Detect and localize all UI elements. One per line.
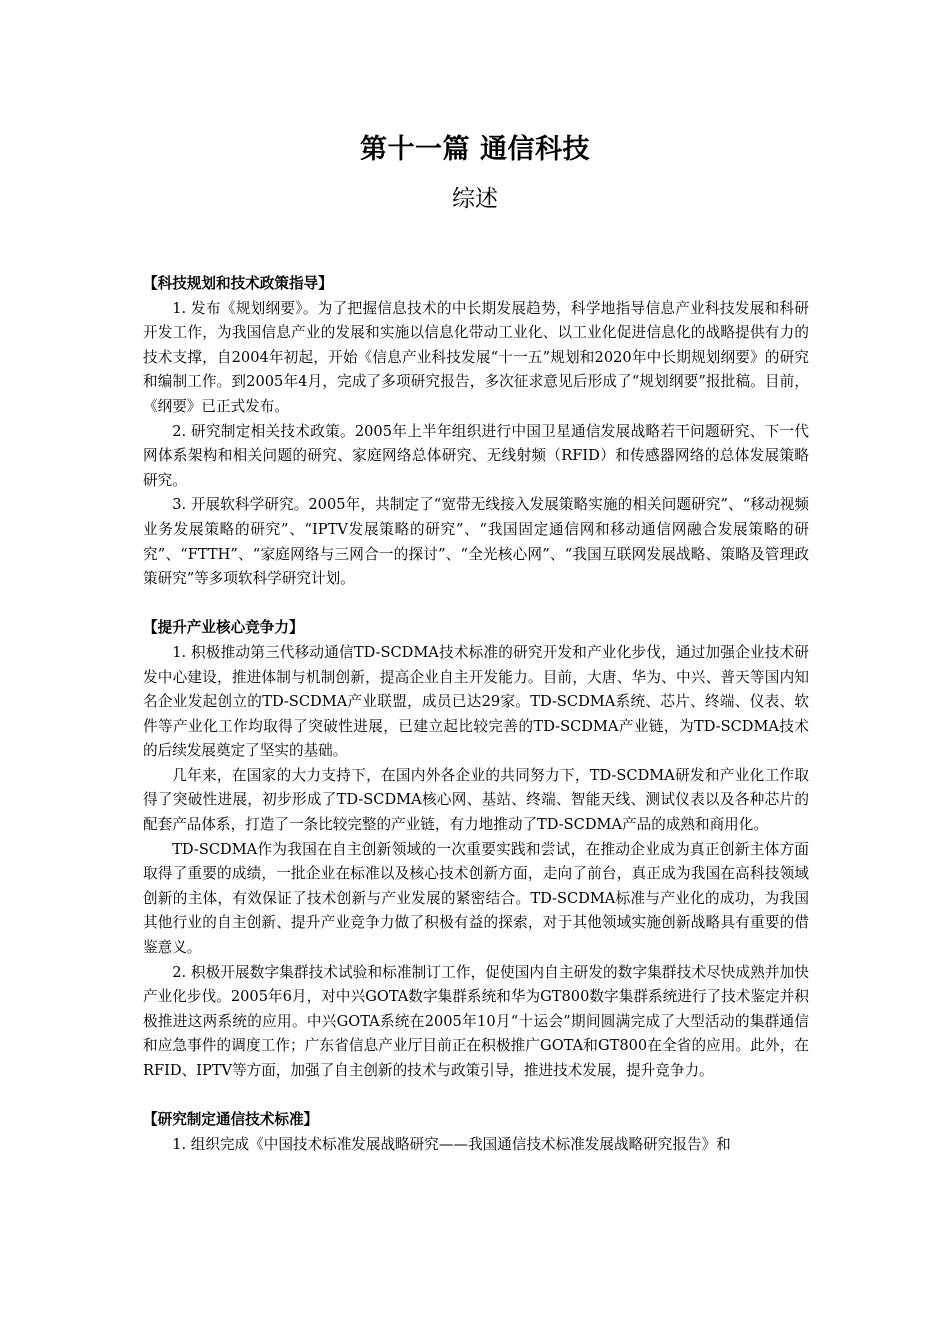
section-planning xyxy=(143,272,809,592)
paragraph: TD-SCDMA作为我国在自主创新领域的一次重要实践和尝试，在推动企业成为真正创新主体方面取得了重要的成绩，一批企业在标准以及核心技术创新方面，走向了前台，真正成为我国在高科技领域创新的主体，有效保证了技术创新与产业发展的紧密结合。TD-SCDMA标准与产业化的成功，为我国其他行业的自主创新、提升产业竞争力做了积极有益的探索，对于其他领域实施创新战略具有重要的借鉴意义。 xyxy=(143,840,809,957)
paragraph: 3. 开展软科学研究。2005年，共制定了“宽带无线接入发展策略实施的相关问题研究”、“移动视频业务发展策略的研究”、“IPTV发展策略的研究”、“我国固定通信网和移动通信网融合发展策略的研究”、“FTTH”、“家庭网络与三网合一的探讨”、“全光核心网”、“我国互联网发展战略、策略及管理政策研究”等多项软科学研究计划。 xyxy=(143,496,809,588)
page-title: 第十一篇 通信科技 xyxy=(360,134,590,165)
paragraph: 2. 研究制定相关技术政策。2005年上半年组织进行中国卫星通信发展战略若干问题研究、下一代网体系架构和相关问题的研究、家庭网络总体研究、无线射频（RFID）和传感器网络的总体发展策略研究。 xyxy=(143,422,809,489)
section-standards xyxy=(143,1108,809,1157)
paragraph: 2. 积极开展数字集群技术试验和标准制订工作，促使国内自主研发的数字集群技术尽快成熟并加快产业化步伐。2005年6月，对中兴GOTA数字集群系统和华为GT800数字集群系统进行了技术鉴定并积极推进这两系统的应用。中兴GOTA系统在2005年10月“十运会”期间圆满完成了大型活动的集群通信和应急事件的调度工作；广东省信息产业厅目前正在积极推广GOTA和GT800在全省的应用。此外，在RFID、IPTV等方面，加强了自主创新的技术与政策引导，推进技术发展，提升竞争力。 xyxy=(143,963,809,1079)
section-heading: 【科技规划和技术政策指导】 xyxy=(143,275,333,292)
section-heading: 【研究制定通信技术标准】 xyxy=(143,1111,319,1129)
paragraph: 几年来，在国家的大力支持下，在国内外各企业的共同努力下，TD-SCDMA研发和产业化工作取得了突破性进展，初步形成了TD-SCDMA核心网、基站、终端、智能天线、测试仪表以及各种芯片的配套产品体系，打造了一条比较完整的产业链，有力地推动了TD-SCDMA产品的成熟和商用化。 xyxy=(143,766,809,834)
section-heading: 【提升产业核心竞争力】 xyxy=(143,619,304,637)
document-body xyxy=(143,272,809,1182)
page-subtitle: 综述 xyxy=(452,186,498,212)
paragraph: 1. 发布《规划纲要》。为了把握信息技术的中长期发展趋势，科学地指导信息产业科技发展和科研开发工作，为我国信息产业的发展和实施以信息化带动工业化、以工业化促进信息化的战略提供有力的技术支撑，自2004年初起，开始《信息产业科技发展“十一五”规划和2020年中长期规划纲要》的研究和编制工作。到2005年4月，完成了多项研究报告，多次征求意见后形成了“规划纲要”报批稿。目前，《纲要》已正式发布。 xyxy=(143,299,809,415)
paragraph: 1. 积极推动第三代移动通信TD-SCDMA技术标准的研究开发和产业化步伐，通过加强企业技术研发中心建设，推进体制与机制创新，提高企业自主开发能力。目前，大唐、华为、中兴、普天等国内知名企业发起创立的TD-SCDMA产业联盟，成员已达29家。TD-SCDMA系统、芯片、终端、仪表、软件等产业化工作均取得了突破性进展，已建立起比较完善的TD-SCDMA产业链，为TD-SCDMA技术的后续发展奠定了坚实的基础。 xyxy=(143,643,809,760)
section-competitiveness xyxy=(143,616,809,1083)
paragraph: 1. 组织完成《中国技术标准发展战略研究——我国通信技术标准发展战略研究报告》和 xyxy=(172,1135,731,1153)
